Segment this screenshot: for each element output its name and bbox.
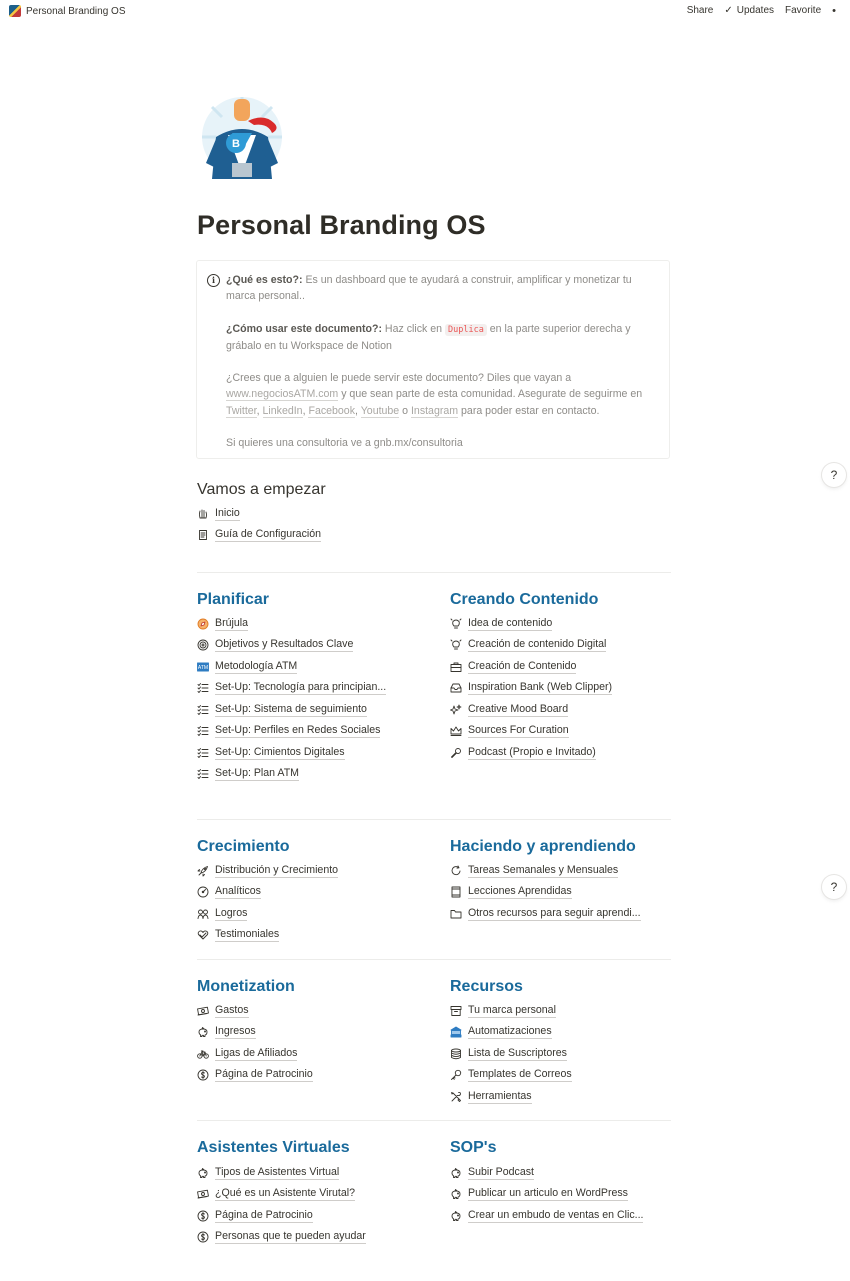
list-item-label[interactable]: Ligas de Afiliados <box>215 1046 298 1059</box>
section-heading-haciendo: Haciendo y aprendiendo <box>450 838 636 855</box>
negociosatm-link[interactable]: www.negociosATM.com <box>226 388 339 401</box>
dollar-icon <box>197 1069 209 1081</box>
page-logo-icon <box>9 5 21 17</box>
list-item-label[interactable]: Templates de Correos <box>468 1068 572 1081</box>
list-item-label[interactable]: Subir Podcast <box>468 1165 534 1178</box>
list-item[interactable] <box>197 925 338 947</box>
divider <box>197 1120 671 1121</box>
list-item[interactable] <box>450 635 612 657</box>
list-item-label[interactable]: Logros <box>215 906 248 919</box>
tools-icon <box>450 1091 462 1103</box>
section-heading-recursos: Recursos <box>450 978 523 995</box>
list-item-label[interactable]: Idea de contenido <box>468 616 553 629</box>
creando-list <box>450 613 612 764</box>
database-icon <box>450 1048 462 1060</box>
list-item-label[interactable]: Publicar un articulo en WordPress <box>468 1187 628 1200</box>
hero-letter: B <box>232 138 240 150</box>
sparkles-icon <box>450 704 462 716</box>
list-item[interactable] <box>197 1000 313 1022</box>
callout-share-text: ¿Crees que a alguien le puede servir este documento? Diles que vayan a <box>226 372 572 385</box>
superhero-icon <box>198 93 286 181</box>
list-item-label[interactable]: Podcast (Propio e Invitado) <box>468 745 596 758</box>
list-item-label[interactable]: Tu marca personal <box>468 1003 556 1016</box>
crecimiento-list <box>197 860 338 946</box>
list-item[interactable] <box>450 742 612 764</box>
bicycle-icon <box>197 1048 209 1060</box>
list-item[interactable] <box>450 860 641 882</box>
list-item-label[interactable]: Página de Patrocinio <box>215 1068 313 1081</box>
atm-icon <box>197 661 209 673</box>
rocket-icon <box>197 865 209 877</box>
list-item-label[interactable]: Herramientas <box>468 1089 532 1102</box>
list-item[interactable] <box>197 525 321 547</box>
list-item-label[interactable]: Creación de Contenido <box>468 659 577 672</box>
list-item[interactable] <box>450 1065 572 1087</box>
hand-wave-icon <box>197 508 209 520</box>
separator: , <box>355 404 361 417</box>
svg-text:ATM: ATM <box>197 664 209 671</box>
list-item-label[interactable]: Set-Up: Plan ATM <box>215 767 299 780</box>
divider <box>197 959 671 960</box>
list-item[interactable] <box>197 903 338 925</box>
list-item[interactable] <box>197 503 321 525</box>
list-item-label[interactable]: Inicio <box>215 506 240 519</box>
list-item[interactable] <box>450 1184 643 1206</box>
key-icon <box>450 1069 462 1081</box>
scroll-icon <box>197 529 209 541</box>
heart-hands-icon <box>197 929 209 941</box>
checklist-icon <box>197 725 209 737</box>
list-item[interactable] <box>197 1162 366 1184</box>
list-item-label[interactable]: Set-Up: Cimientos Digitales <box>215 745 345 758</box>
help-button[interactable]: ? <box>822 463 846 487</box>
list-item-label[interactable]: Tareas Semanales y Mensuales <box>468 863 619 876</box>
list-item-label[interactable]: Lecciones Aprendidas <box>468 885 572 898</box>
list-item-label[interactable]: Brújula <box>215 616 248 629</box>
list-item-label[interactable]: Personas que te pueden ayudar <box>215 1230 366 1243</box>
section-heading-start: Vamos a empezar <box>197 481 326 498</box>
checklist-icon <box>197 747 209 759</box>
asistentes-list <box>197 1162 366 1248</box>
list-item[interactable] <box>450 1162 643 1184</box>
breadcrumb-title[interactable]: Personal Branding OS <box>26 5 126 17</box>
list-item-label[interactable]: Crear un embudo de ventas en Clic... <box>468 1208 644 1221</box>
linkedin-link[interactable]: LinkedIn <box>262 404 303 417</box>
callout-answer-2-end: en la parte superior derecha y grábalo en tu Workspace de Notion <box>226 322 631 352</box>
callout-question-1: ¿Qué es esto?: <box>226 274 303 286</box>
target-icon <box>197 639 209 651</box>
folder-icon <box>450 908 462 920</box>
trophy-icon <box>197 908 209 920</box>
list-item[interactable] <box>197 656 386 678</box>
piggy-bank-icon <box>450 1188 462 1200</box>
dollar-icon <box>197 1210 209 1222</box>
callout-answer-1: Es un dashboard que te ayudará a construir, amplificar y monetizar tu marca personal.. <box>226 274 632 303</box>
list-item[interactable] <box>197 635 386 657</box>
list-item[interactable] <box>197 860 338 882</box>
checklist-icon <box>197 704 209 716</box>
list-item[interactable] <box>197 613 386 635</box>
lightbulb-icon <box>450 618 462 630</box>
updates-button[interactable]: Updates <box>736 5 775 16</box>
list-item-label[interactable]: Set-Up: Tecnología para principian... <box>215 681 387 694</box>
section-heading-monetization: Monetization <box>197 978 295 995</box>
inbox-icon <box>450 682 462 694</box>
briefcase-icon <box>450 661 462 673</box>
list-item[interactable] <box>197 721 386 743</box>
callout-text <box>226 272 664 451</box>
list-item[interactable] <box>450 656 612 678</box>
list-item-label[interactable]: ¿Qué es un Asistente Virutal? <box>215 1187 355 1200</box>
list-item[interactable] <box>450 721 612 743</box>
list-item-label[interactable]: Set-Up: Sistema de seguimiento <box>215 702 367 715</box>
section-heading-asistentes: Asistentes Virtuales <box>197 1139 350 1156</box>
list-item[interactable] <box>450 613 612 635</box>
share-button[interactable]: Share <box>686 5 714 16</box>
list-item[interactable] <box>450 1000 572 1022</box>
bank-icon <box>450 1026 462 1038</box>
list-item-label[interactable]: Set-Up: Perfiles en Redes Sociales <box>215 724 381 737</box>
list-item[interactable] <box>450 1043 572 1065</box>
twitter-link[interactable]: Twitter <box>226 404 257 417</box>
list-item[interactable] <box>197 764 386 786</box>
gauge-icon <box>197 886 209 898</box>
list-item[interactable] <box>197 1184 366 1206</box>
list-item[interactable] <box>197 1043 313 1065</box>
check-icon: ✓ <box>724 5 733 16</box>
piggy-bank-icon <box>450 1167 462 1179</box>
list-item-label[interactable]: Distribución y Crecimiento <box>215 863 339 876</box>
list-item[interactable] <box>450 1086 572 1108</box>
list-item-label[interactable]: Tipos de Asistentes Virtual <box>215 1165 340 1178</box>
more-options-button[interactable]: • <box>832 4 836 17</box>
section-heading-sops: SOP's <box>450 1139 497 1156</box>
list-item[interactable] <box>450 882 641 904</box>
list-item[interactable] <box>197 1227 366 1249</box>
list-item-label[interactable]: Analíticos <box>215 885 261 898</box>
crown-icon <box>450 725 462 737</box>
callout-block <box>196 260 670 459</box>
instagram-link[interactable]: Instagram <box>410 404 459 417</box>
piggy-bank-icon <box>197 1026 209 1038</box>
list-item[interactable] <box>450 1205 643 1227</box>
sops-list <box>450 1162 643 1227</box>
recursos-list <box>450 1000 572 1108</box>
list-item-label[interactable]: Automatizaciones <box>468 1025 552 1038</box>
refresh-icon <box>450 865 462 877</box>
list-item[interactable] <box>197 882 338 904</box>
piggy-bank-icon <box>450 1210 462 1222</box>
info-icon: i <box>207 274 220 287</box>
list-item-label[interactable]: Inspiration Bank (Web Clipper) <box>468 681 613 694</box>
list-item-label[interactable]: Metodología ATM <box>215 659 298 672</box>
lightbulb-icon <box>450 639 462 651</box>
list-item-label[interactable]: Ingresos <box>215 1025 256 1038</box>
list-item[interactable] <box>197 742 386 764</box>
callout-consultoria-text: Si quieres una consultoria ve a gnb.mx/consultoria <box>226 437 463 450</box>
archive-icon <box>450 1005 462 1017</box>
list-item[interactable] <box>197 1065 313 1087</box>
facebook-link[interactable]: Facebook <box>308 404 355 417</box>
list-item-label[interactable]: Creative Mood Board <box>468 702 569 715</box>
topbar <box>0 0 850 24</box>
monetization-list <box>197 1000 313 1086</box>
divider <box>197 572 671 573</box>
haciendo-list <box>450 860 641 925</box>
list-item-label[interactable]: Gastos <box>215 1003 249 1016</box>
list-item-label[interactable]: Otros recursos para seguir aprendi... <box>468 906 641 919</box>
checklist-icon <box>197 768 209 780</box>
money-icon <box>197 1188 209 1200</box>
list-item-label[interactable]: Sources For Curation <box>468 724 569 737</box>
section-heading-creando: Creando Contenido <box>450 591 599 608</box>
compass-icon <box>197 618 209 630</box>
list-item[interactable] <box>450 1022 572 1044</box>
duplica-code: Duplica <box>445 324 487 336</box>
help-button[interactable]: ? <box>822 875 846 899</box>
callout-follow-text: y que sean parte de esta comunidad. Asegurate de seguirme en <box>338 388 643 401</box>
list-item[interactable] <box>197 678 386 700</box>
list-item-label[interactable]: Creación de contenido Digital <box>468 638 607 651</box>
section-heading-crecimiento: Crecimiento <box>197 838 290 855</box>
divider <box>197 819 671 820</box>
callout-question-2: ¿Cómo usar este documento?: <box>226 322 382 335</box>
list-item-label[interactable]: Guía de Configuración <box>215 528 322 541</box>
section-heading-planificar: Planificar <box>197 591 270 608</box>
list-item[interactable] <box>197 699 386 721</box>
book-icon <box>450 886 462 898</box>
page-icon[interactable] <box>198 93 286 181</box>
callout-answer-2: Haz click en <box>381 322 445 335</box>
list-item[interactable] <box>450 903 641 925</box>
piggy-bank-icon <box>197 1167 209 1179</box>
callout-contact-text: para poder estar en contacto. <box>458 404 600 417</box>
list-item[interactable] <box>197 1205 366 1227</box>
money-icon <box>197 1005 209 1017</box>
checklist-icon <box>197 682 209 694</box>
separator: , <box>256 404 263 417</box>
youtube-link[interactable]: Youtube <box>360 404 400 417</box>
dollar-icon <box>197 1231 209 1243</box>
page-title: Personal Branding OS <box>197 210 486 240</box>
list-item-label[interactable]: Testimoniales <box>215 928 280 941</box>
planificar-list <box>197 613 386 785</box>
microphone-icon <box>450 747 462 759</box>
list-item-label[interactable]: Objetivos y Resultados Clave <box>215 638 354 651</box>
separator: o <box>399 404 411 417</box>
list-item-label[interactable]: Página de Patrocinio <box>215 1208 313 1221</box>
list-item-label[interactable]: Lista de Suscriptores <box>468 1046 567 1059</box>
separator: , <box>302 404 309 417</box>
favorite-button[interactable]: Favorite <box>785 5 822 16</box>
breadcrumb[interactable] <box>9 5 126 17</box>
list-item[interactable] <box>197 1022 313 1044</box>
list-item[interactable] <box>450 699 612 721</box>
start-list <box>197 503 321 546</box>
list-item[interactable] <box>450 678 612 700</box>
